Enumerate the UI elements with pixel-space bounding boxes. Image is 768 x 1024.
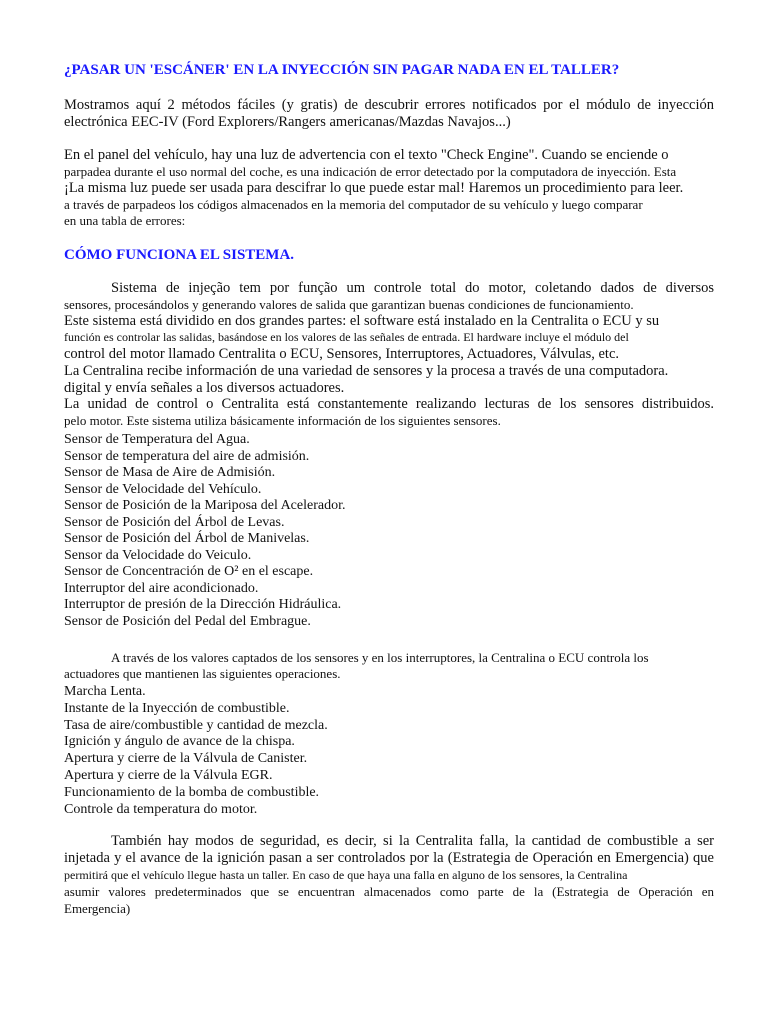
control-intro-line: actuadores que mantienen las siguientes operaciones. [64,666,341,681]
system-line: digital y envía señales a los diversos actuadores. [64,380,345,396]
list-item: Instante de la Inyección de combustible. [64,700,290,716]
list-item: Sensor de Masa de Aire de Admisión. [64,465,276,480]
safety-paragraph [64,832,714,917]
list-item: Sensor da Velocidade do Veiculo. [64,547,252,563]
operations-list [64,684,714,818]
list-item: Sensor de Concentración de O² en el escape. [64,564,314,579]
safety-line: Emergencia) [64,901,131,916]
list-item: Sensor de Temperatura del Agua. [64,432,250,447]
panel-line: en una tabla de errores: [64,213,186,228]
system-line: Sistema de injeção tem por função um controle total do motor, coletando dados de diversos [111,280,714,296]
list-item: Apertura y cierre de la Válvula de Canister. [64,751,308,767]
list-item: Tasa de aire/combustible y cantidad de mezcla. [64,717,328,733]
safety-line: permitirá que el vehículo llegue hasta un taller. En caso de que haya una falla en alguno de los sensores, la Centralina [64,868,628,882]
system-line: pelo motor. Este sistema utiliza básicamente información de los siguientes sensores. [64,413,501,428]
list-item: Sensor de Posición del Árbol de Manivelas. [64,531,310,546]
list-item: Funcionamiento de la bomba de combustible. [64,784,320,800]
list-item: Interruptor de presión de la Dirección Hidráulica. [64,597,342,612]
intro-paragraph [64,97,714,131]
list-item: Sensor de Velocidade del Vehículo. [64,481,262,497]
list-item: Sensor de Posición del Pedal del Embrague. [64,613,311,629]
list-item: Sensor de Posición del Árbol de Levas. [64,514,285,530]
control-intro-paragraph [64,650,714,682]
safety-line: asumir valores predeterminados que se encuentran almacenados como parte de la (Estrategia de Operación en [64,884,714,899]
intro-line: electrónica EEC-IV (Ford Explorers/Rangers americanas/Mazdas Navajos...) [64,114,511,130]
section-title: CÓMO FUNCIONA EL SISTEMA. [64,247,295,263]
page-title: ¿PASAR UN 'ESCÁNER' EN LA INYECCIÓN SIN PAGAR NADA EN EL TALLER? [64,62,620,78]
list-item: Ignición y ángulo de avance de la chispa. [64,734,295,750]
system-line: control del motor llamado Centralita o ECU, Sensores, Interruptores, Actuadores, Válvulas, etc. [64,346,620,362]
safety-line: injetada y el avance de la ignición pasan a ser controlados por la (Estrategia de Operación en Emergencia) que [64,850,714,866]
system-line: Este sistema está dividido en dos grandes partes: el software está instalado en la Centralita o ECU y su [64,313,660,329]
sensor-list [64,432,714,630]
list-item: Sensor de temperatura del aire de admisión. [64,448,310,464]
panel-line: ¡La misma luz puede ser usada para descifrar lo que puede estar mal! Haremos un procedimiento para leer. [64,180,684,196]
list-item: Controle da temperatura do motor. [64,801,258,817]
panel-paragraph [64,147,714,229]
list-item: Sensor de Posición de la Mariposa del Acelerador. [64,498,346,513]
panel-line: En el panel del vehículo, hay una luz de advertencia con el texto "Check Engine". Cuando se enciende o [64,147,669,163]
system-paragraph [64,280,714,429]
panel-line: a través de parpadeos los códigos almacenados en la memoria del computador de su vehículo y luego comparar [64,197,643,212]
list-item: Marcha Lenta. [64,684,146,699]
system-line: La unidad de control o Centralita está constantemente realizando lecturas de los sensores distribuidos. [64,396,714,412]
control-intro-line: A través de los valores captados de los sensores y en los interruptores, la Centralina o ECU controla los [111,650,649,665]
safety-line: También hay modos de seguridad, es decir, si la Centralita falla, la cantidad de combustible a ser [111,833,714,849]
list-item: Apertura y cierre de la Válvula EGR. [64,767,273,783]
system-line: sensores, procesándolos y generando valores de salida que garantizan buenas condiciones de funcionamiento. [64,297,634,312]
list-item: Interruptor del aire acondicionado. [64,580,259,596]
panel-line: parpadea durante el uso normal del coche, es una indicación de error detectado por la computadora de inyección. Esta [64,164,677,179]
intro-line: Mostramos aquí 2 métodos fáciles (y gratis) de descubrir errores notificados por el módulo de inyección [64,97,714,113]
system-line: función es controlar las salidas, basándose en los valores de las señales de entrada. El hardware incluye el módulo del [64,330,629,344]
system-line: La Centralina recibe información de una variedad de sensores y la procesa a través de una computadora. [64,363,669,379]
